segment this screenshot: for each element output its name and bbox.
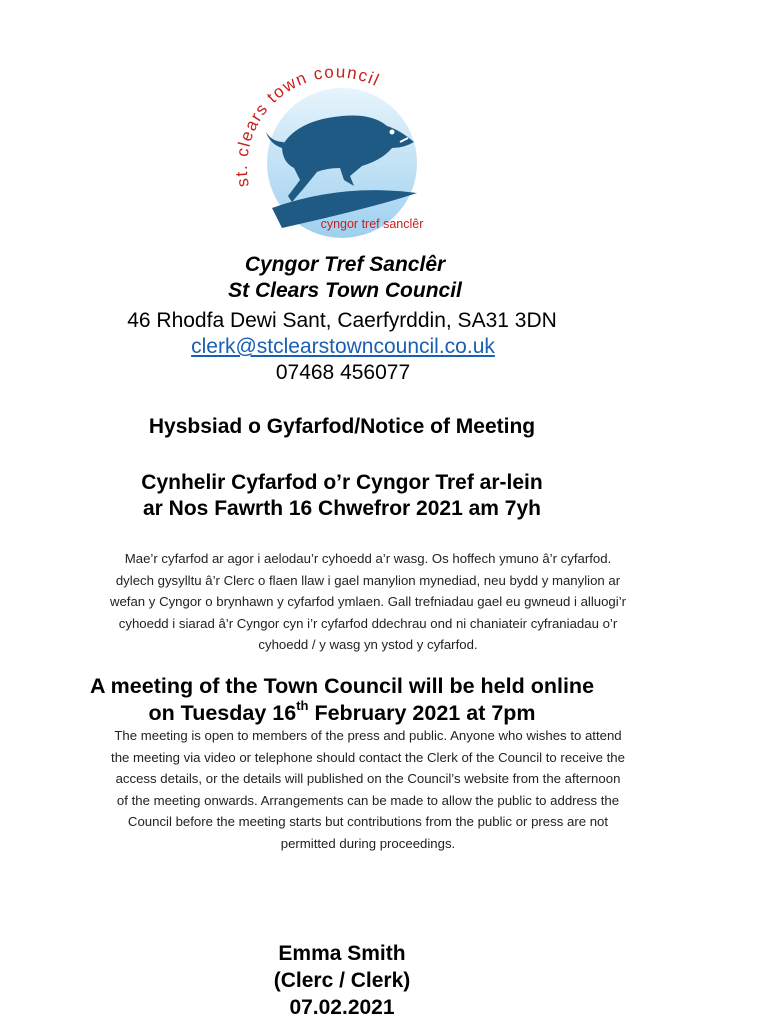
welsh-body-line: Mae’r cyfarfod ar agor i aelodau’r cyhoedd a’r wasg. Os hoffech ymuno â’r cyfarfod.: [124, 551, 612, 566]
welsh-body-line: dylech gysylltu â’r Clerc o flaen llaw i gael manylion mynediad, neu bydd y manylion ar: [115, 572, 621, 588]
signatory-name: Emma Smith: [278, 942, 406, 965]
english-body-line: of the meeting onwards. Arrangements can be made to allow the public to address the: [116, 792, 620, 808]
council-logo: [222, 68, 462, 240]
svg-text:cyngor tref sanclêr: cyngor tref sanclêr: [320, 217, 424, 231]
notice-title: Hysbsiad o Gyfarfod/Notice of Meeting: [148, 415, 536, 438]
english-meeting-line2: on Tuesday 16th February 2021 at 7pm: [148, 697, 536, 725]
welsh-body-line: cyhoedd i siarad â’r Cyngor cyn i’r cyfarfod ddechrau ond ni chaniateir cyfraniadau o’r: [118, 615, 618, 631]
english-body-line: Council before the meeting starts but contributions from the public or press are not: [127, 814, 609, 829]
council-name-welsh: Cyngor Tref Sanclêr: [244, 253, 446, 276]
welsh-meeting-line1: Cynhelir Cyfarfod o’r Cyngor Tref ar-lein: [141, 471, 543, 494]
welsh-meeting-line2: ar Nos Fawrth 16 Chwefror 2021 am 7yh: [143, 497, 541, 520]
phone-number: 07468 456077: [275, 361, 411, 384]
notice-date: 07.02.2021: [289, 996, 395, 1019]
welsh-body-text: [0, 548, 736, 656]
council-name-english: St Clears Town Council: [228, 279, 462, 302]
boar-icon: [222, 68, 462, 240]
svg-text:st. clears town council: st. clears town council: [232, 68, 383, 189]
signatory-role: (Clerc / Clerk): [273, 969, 411, 992]
council-address: 46 Rhodfa Dewi Sant, Caerfyrddin, SA31 3DN: [127, 309, 557, 332]
email-link[interactable]: clerk@stclearstowncouncil.co.uk: [191, 335, 495, 358]
english-body-line: the meeting via video or telephone should contact the Clerk of the Council to receive the: [111, 749, 625, 765]
welsh-body-line: wefan y Cyngor o brynhawn y cyfarfod ymlaen. Gall trefniadau gael eu gwneud i alluogi’r: [109, 594, 627, 609]
welsh-body-line: cyhoedd / y wasg yn ystod y cyfarfod.: [258, 637, 478, 652]
english-body-line: The meeting is open to members of the press and public. Anyone who wishes to attend: [114, 728, 622, 743]
english-body-text: [0, 725, 736, 854]
english-body-line: permitted during proceedings.: [280, 835, 456, 851]
english-meeting-line1: A meeting of the Town Council will be held online: [89, 674, 595, 698]
english-body-line: access details, or the details will published on the Council’s website from the afternoon: [115, 771, 621, 786]
